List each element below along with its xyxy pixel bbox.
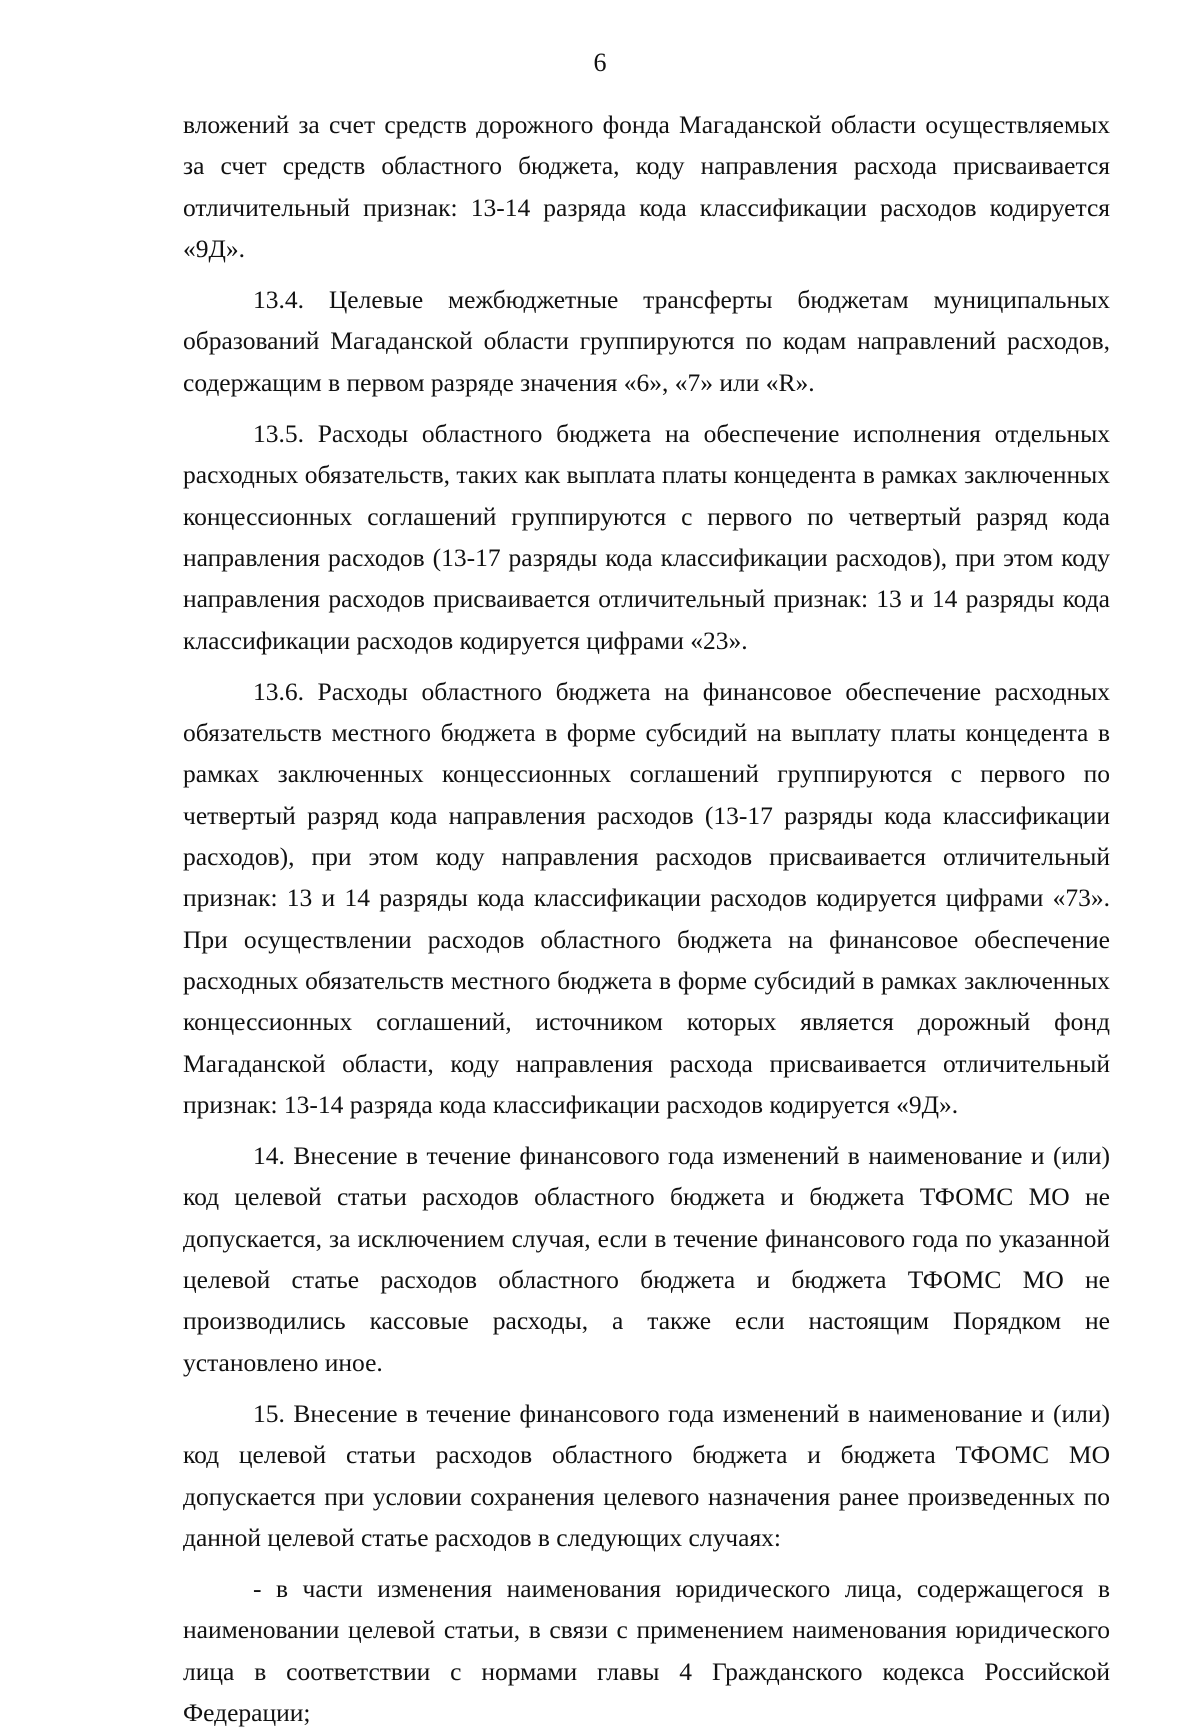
paragraph-14: 14. Внесение в течение финансового года изменений в наименование и (или) код целевой статьи расходов областного бюджета и бюджета ТФОМС МО не допускается, за исключением случая, если в течение финансового года по указанной целевой статье расходов областного бюджета и бюджета ТФОМС МО не производились кассовые расходы, а также если настоящим Порядком не установлено иное.: [183, 1141, 1110, 1377]
paragraph-continuation: вложений за счет средств дорожного фонда Магаданской области осуществляемых за счет средств областного бюджета, коду направления расхода присваивается отличительный признак: 13-14 разряда кода классификации расходов кодируется «9Д».: [183, 110, 1110, 263]
paragraph-13-6: 13.6. Расходы областного бюджета на финансовое обеспечение расходных обязательств местного бюджета в форме субсидий на выплату платы концедента в рамках заключенных концессионных соглашений группируются с первого по четвертый разряд кода направления расходов (13-17 разряды кода классификации расходов), при этом коду направления расходов присваивается отличительный признак: 13 и 14 разряды кода классификации расходов кодируется цифрами «73». При осуществлении расходов областного бюджета на финансовое обеспечение расходных обязательств местного бюджета в форме субсидий в рамках заключенных концессионных соглашений, источником которых является дорожный фонд Магаданской области, коду направления расхода присваивается отличительный признак: 13-14 разряда кода классификации расходов кодируется «9Д».: [183, 676, 1110, 1119]
list-item-name-change: - в части изменения наименования юридического лица, содержащегося в наименовании целевой статьи, в связи с применением наименования юридического лица в соответствии с нормами главы 4 Гражданского кодекса Российской Федерации;: [183, 1574, 1110, 1727]
paragraph-13-5: 13.5. Расходы областного бюджета на обеспечение исполнения отдельных расходных обязательств, таких как выплата платы концедента в рамках заключенных концессионных соглашений группируются с первого по четвертый разряд кода направления расходов (13-17 разряды кода классификации расходов), при этом коду направления расходов присваивается отличительный признак: 13 и 14 разряды кода классификации расходов кодируется цифрами «23».: [183, 419, 1110, 655]
paragraph-15: 15. Внесение в течение финансового года изменений в наименование и (или) код целевой статьи расходов областного бюджета и бюджета ТФОМС МО допускается при условии сохранения целевого назначения ранее произведенных по данной целевой статье расходов в следующих случаях:: [183, 1398, 1110, 1552]
paragraph-13-4: 13.4. Целевые межбюджетные трансферты бюджетам муниципальных образований Магаданской области группируются по кодам направлений расходов, содержащим в первом разряде значения «6», «7» или «R».: [183, 285, 1110, 397]
page-number: 6: [593, 48, 607, 77]
document-body: [183, 104, 1110, 1733]
